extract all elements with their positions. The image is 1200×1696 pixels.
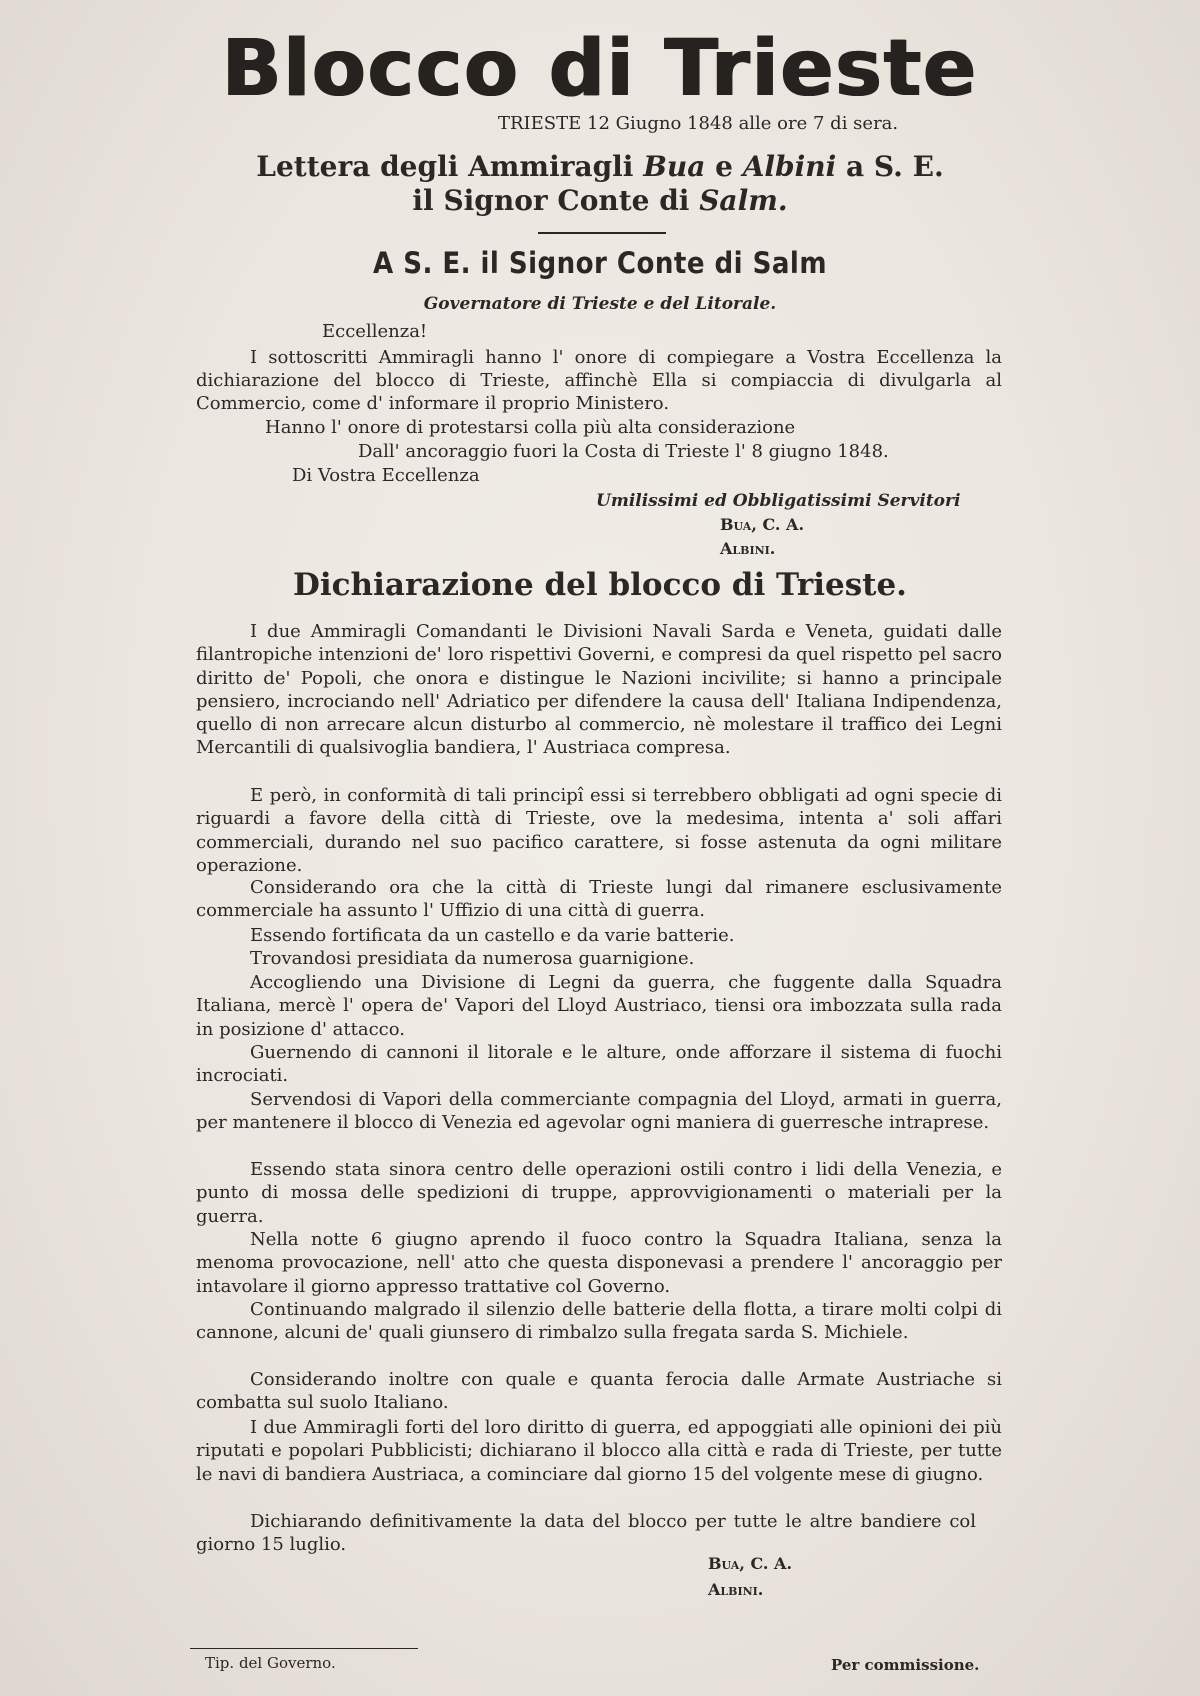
declaration-signature-albini: [708, 1578, 763, 1602]
declaration-signature-bua: [708, 1552, 792, 1576]
printer-imprint: Tip. del Governo.: [205, 1654, 336, 1672]
paragraph-text: Essendo fortificata da un castello e da varie batterie.: [250, 925, 735, 946]
paragraph-text: I due Ammiragli Comandanti le Divisioni Navali Sarda e Veneta, guidati dalle filantropiche intenzioni de' loro rispettivi Governi, e compresi da quel rispetto pel sacro diritto de' Popoli, che onora e distingue le Nazioni incivilite; si hanno a principale pensiero, incrociando nell' Adriatico per difendere la causa dell' Italiana Indipendenza, quello di non arrecare alcun disturbo al commercio, nè molestare il traffico dei Legni Mercantili di qualsivoglia bandiera, l' Austriaca compresa.: [196, 621, 1002, 759]
paragraph-text: Guernendo di cannoni il litorale e le alture, onde afforzare il sistema di fuochi incrociati.: [196, 1042, 1002, 1087]
paragraph-text: Servendosi di Vapori della commerciante compagnia del Lloyd, armati in guerra, per mantenere il blocco di Venezia ed agevolar ogni maniera di guerresche intraprese.: [196, 1089, 1002, 1134]
declaration-title: Dichiarazione del blocco di Trieste.: [293, 567, 907, 603]
signature-name: Albini.: [720, 539, 776, 558]
name-salm: Salm.: [699, 184, 788, 217]
paragraph-text: Essendo stata sinora centro delle operazioni ostili contro i lidi della Venezia, e punto di mossa delle spedizioni di truppe, approvvigionamenti o materiali per la guerra.: [196, 1159, 1002, 1227]
letter-closing: Di Vostra Eccellenza: [292, 465, 480, 486]
addressee-role: Governatore di Trieste e del Litorale.: [423, 294, 777, 314]
signature-name: Bua, C. A.: [708, 1554, 793, 1573]
declaration-paragraph: [196, 1416, 1002, 1486]
name-albini: Albini: [742, 150, 837, 183]
name-bua: Bua: [643, 150, 706, 183]
letter-title-text: Lettera degli Ammiragli: [256, 150, 644, 183]
poster-title: Blocco di Trieste: [221, 24, 979, 114]
paragraph-text: Trovandosi presidiata da numerosa guarnigione.: [250, 948, 695, 969]
declaration-paragraph: [196, 620, 1002, 760]
declaration-paragraph: [196, 1228, 1002, 1298]
paragraph-text: I due Ammiragli forti del loro diritto di guerra, ed appoggiati alle opinioni dei più riputati e popolari Pubblicisti; dichiarano il blocco alla città e rada di Trieste, per tutte le navi di bandiera Austriaca, a cominciare dal giorno 15 del volgente mese di giugno.: [196, 1417, 1002, 1485]
letter-protest: Hanno l' onore di protestarsi colla più alta considerazione: [265, 417, 796, 438]
letter-title-line-1: [150, 150, 1050, 184]
signature-name: Albini.: [708, 1580, 764, 1599]
paragraph-text: Accogliendo una Divisione di Legni da guerra, che fuggente dalla Squadra Italiana, mercè l' opera de' Vapori del Lloyd Austriaco, tiensi ora imbozzata sulla rada in posizione d' attacco.: [196, 972, 1002, 1040]
signature-name: Bua, C. A.: [720, 515, 805, 534]
declaration-paragraph: [196, 876, 1002, 923]
letter-body-text: I sottoscritti Ammiragli hanno l' onore di compiegare a Vostra Eccellenza la dichiarazione del blocco di Trieste, affinchè Ella si compiaccia di divulgarla al Commercio, come d' informare il proprio Ministero.: [196, 347, 1002, 414]
declaration-paragraph: [196, 1368, 1002, 1415]
declaration-paragraph: [196, 947, 1002, 970]
letter-signature-albini: [720, 537, 775, 561]
paragraph-text: Considerando ora che la città di Trieste lungi dal rimanere esclusivamente commerciale ha assunto l' Uffizio di una città di guerra.: [196, 877, 1002, 922]
salutation: Eccellenza!: [322, 321, 428, 342]
divider: [538, 232, 666, 234]
paragraph-text: Considerando inoltre con quale e quanta ferocia dalle Armate Austriache si combatta sul suolo Italiano.: [196, 1369, 1002, 1414]
declaration-paragraph: [196, 1088, 1002, 1135]
servants-formula: Umilissimi ed Obbligatissimi Servitori: [596, 491, 961, 511]
letter-title-text: a S. E.: [836, 150, 944, 183]
letter-signature-bua: [720, 513, 804, 537]
paragraph-text: Dichiarando definitivamente la data del blocco per tutte le altre bandiere col giorno 15 luglio.: [196, 1511, 976, 1556]
dateline: TRIESTE 12 Giugno 1848 alle ore 7 di sera.: [498, 113, 899, 134]
declaration-paragraph: [196, 1510, 976, 1557]
letter-body: [196, 346, 1002, 415]
letter-title: [150, 150, 1050, 218]
footer-divider: [190, 1648, 418, 1649]
commission-note: Per commissione.: [831, 1656, 980, 1674]
declaration-paragraph: [196, 971, 1002, 1041]
paragraph-text: E però, in conformità di tali principî essi si terrebbero obbligati ad ogni specie di riguardi a favore della città di Trieste, ove la medesima, intenta a' soli affari commerciali, durando nel suo pacifico carattere, si fosse astenuta da ogni militare operazione.: [196, 785, 1002, 876]
declaration-paragraph: [196, 1298, 1002, 1345]
declaration-paragraph: [196, 924, 1002, 947]
paragraph-text: Continuando malgrado il silenzio delle batterie della flotta, a tirare molti colpi di cannone, alcuni de' quali giunsero di rimbalzo sulla fregata sarda S. Michiele.: [196, 1299, 1002, 1344]
addressee: A S. E. il Signor Conte di Salm: [373, 246, 827, 280]
letter-place-date: Dall' ancoraggio fuori la Costa di Trieste l' 8 giugno 1848.: [358, 441, 889, 462]
declaration-paragraph: [196, 1041, 1002, 1088]
paragraph-text: Nella notte 6 giugno aprendo il fuoco contro la Squadra Italiana, senza la menoma provocazione, nell' atto che questa disponevasi a prendere l' ancoraggio per intavolare il giorno appresso trattative col Governo.: [196, 1229, 1002, 1297]
letter-title-text: il Signor Conte di: [412, 184, 700, 217]
letter-title-text: e: [705, 150, 743, 183]
declaration-paragraph: [196, 1158, 1002, 1228]
declaration-paragraph: [196, 784, 1002, 877]
letter-title-line-2: [150, 184, 1050, 218]
